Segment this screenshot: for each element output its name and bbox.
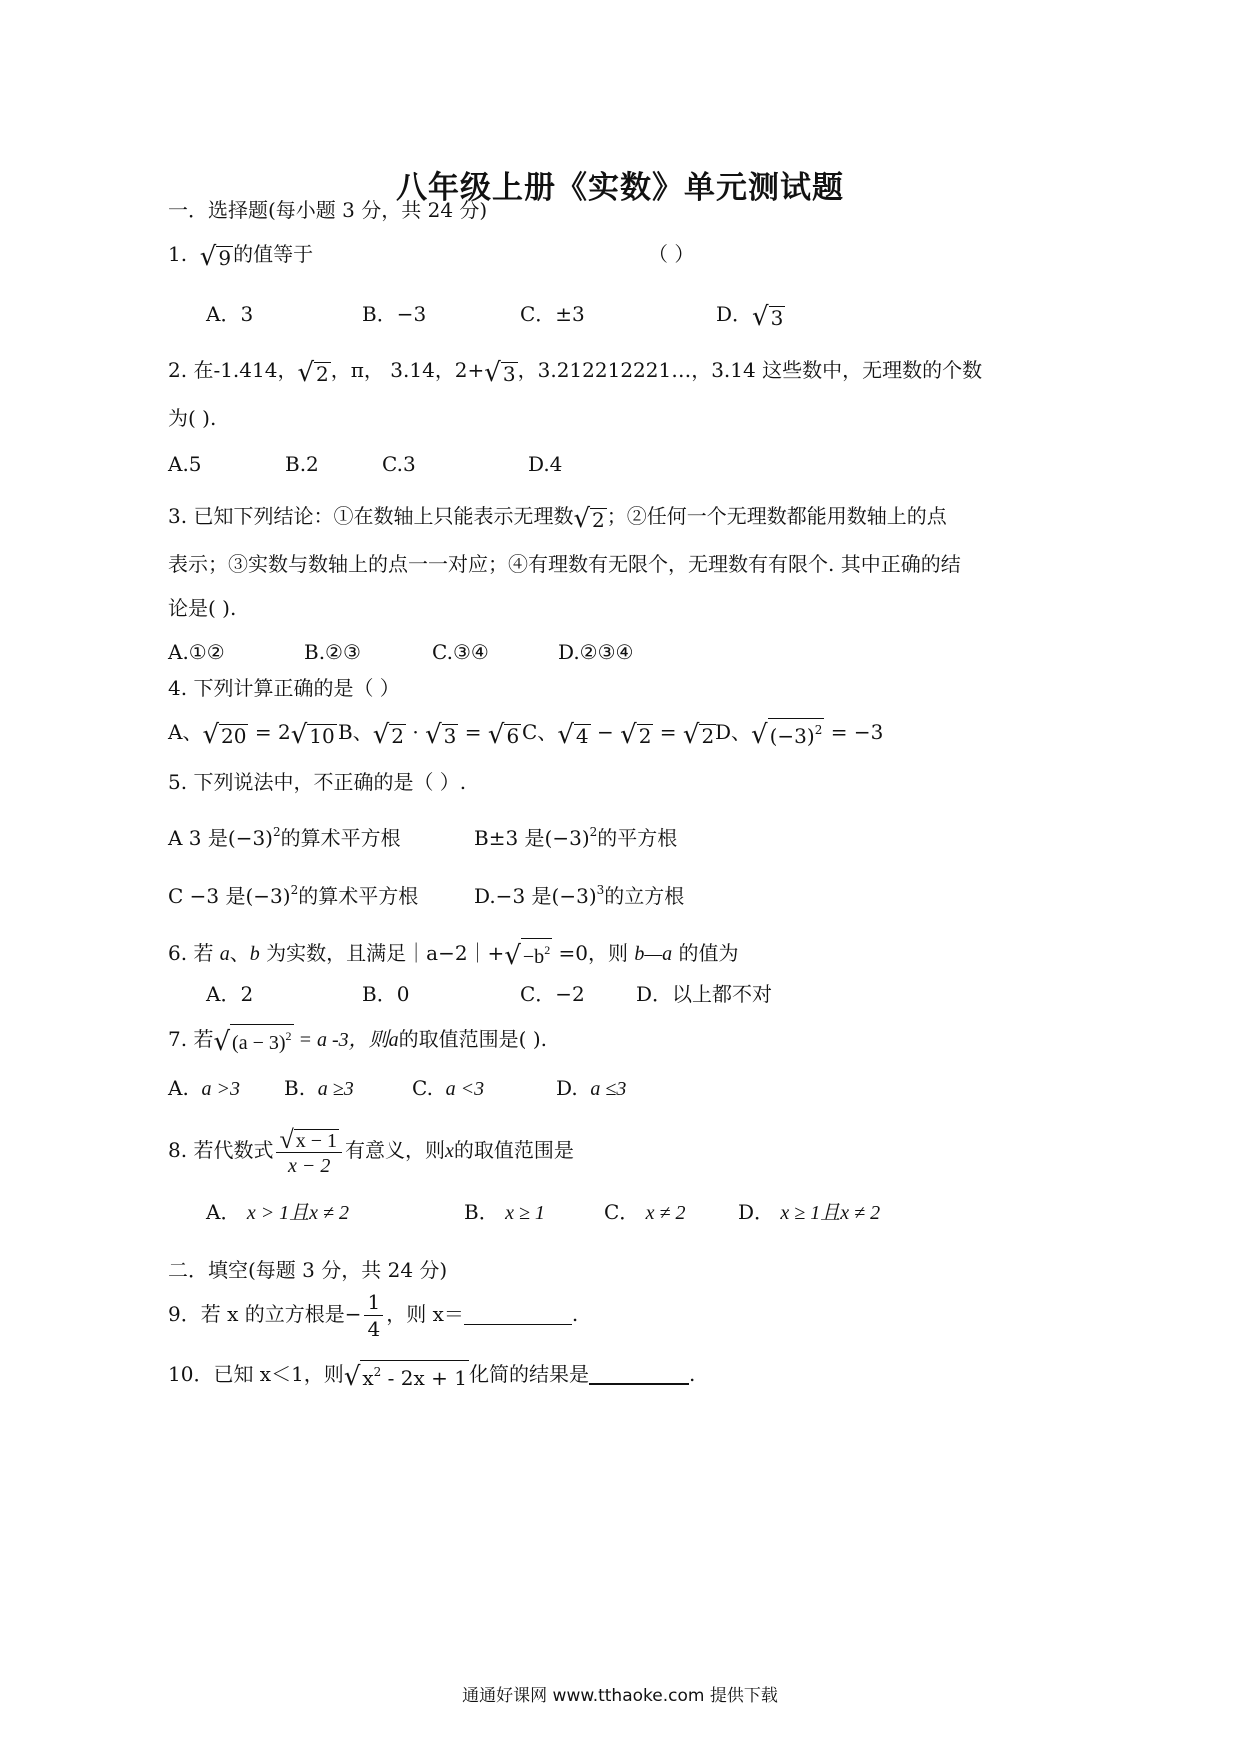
q7-option-d: D. a ≤3 xyxy=(556,1076,627,1100)
question-3-line-1: 3. 已知下列结论：①在数轴上只能表示无理数 √ 2 ；②任何一个无理数都能用数轴上的点 xyxy=(168,504,947,534)
q1-option-a: A．3 xyxy=(206,302,254,326)
q8-option-a: A． x > 1且x ≠ 2 xyxy=(206,1200,350,1224)
fraction: $\frac{1}{4}$ xyxy=(364,1289,383,1342)
q5-option-c: C −3 是$(-3)^2$的算术平方根 xyxy=(168,883,419,908)
question-2-line-1: 2. 在-1.414， √ 2 ，π， 3.14，2+ √ 3 ，3.212212221…，3.14 这些数中，无理数的个数 xyxy=(168,358,983,388)
q7-option-b: B. a ≥3 xyxy=(284,1076,354,1100)
q1-option-b: B．−3 xyxy=(362,302,427,326)
footer-credit: 通通好课网 www.tthaoke.com 提供下载 xyxy=(462,1686,778,1706)
question-4-stem: 4. 下列计算正确的是（ ） xyxy=(168,676,400,700)
q3-option-a: A.①② xyxy=(168,640,225,664)
q2-option-a: A.5 xyxy=(168,452,202,476)
question-3-line-3: 论是( ). xyxy=(168,596,237,620)
q5-option-a: A 3 是$(-3)^2$的算术平方根 xyxy=(168,825,401,850)
question-5-stem: 5. 下列说法中，不正确的是（ ）. xyxy=(168,770,467,794)
q1-option-d: D． √ 3 xyxy=(716,302,784,332)
section-heading-fill-in: 二．填空(每题 3 分，共 24 分) xyxy=(168,1258,448,1282)
q6-option-d: D．以上都不对 xyxy=(636,982,773,1006)
q5-option-b: B±3 是$(-3)^2$的平方根 xyxy=(474,825,678,850)
q6-option-c: C．−2 xyxy=(520,982,585,1006)
question-1-stem: 1. √ 9 的值等于 xyxy=(168,242,314,272)
q4-option-c: C、 √ 4 − √ 2 = √ 2 xyxy=(522,720,715,750)
q5-option-d: D.−3 是$(-3)^3$的立方根 xyxy=(474,883,685,908)
q4-option-a: A、 √ 20 = 2 √ 10 xyxy=(168,720,335,750)
q2-option-b: B.2 xyxy=(285,452,319,476)
question-2-line-2: 为( ). xyxy=(168,406,217,430)
question-6-stem: 6. 若 a、b 为实数，且满足｜a−2｜+ √ $-b^2$ =0，则 b—a 的值为 xyxy=(168,938,739,968)
q3-option-d: D.②③④ xyxy=(558,640,634,664)
answer-blank[interactable] xyxy=(589,1363,689,1385)
q7-option-a: A. a >3 xyxy=(168,1076,241,1100)
question-9-stem: 9．若 x 的立方根是− $\frac{1}{4}$ ，则 x＝ . xyxy=(168,1290,579,1341)
q6-option-a: A．2 xyxy=(206,982,254,1006)
q1-option-c: C．±3 xyxy=(520,302,585,326)
q7-option-c: C. a <3 xyxy=(412,1076,485,1100)
section-heading-choice: 一．选择题(每小题 3 分，共 24 分) xyxy=(168,198,488,222)
answer-blank[interactable] xyxy=(464,1304,572,1325)
fraction: √ x − 1 x − 2 xyxy=(276,1125,342,1179)
question-3-line-2: 表示；③实数与数轴上的点一一对应；④有理数有无限个，无理数有有限个. 其中正确的结 xyxy=(168,552,961,576)
sqrt-symbol: √ 9 xyxy=(199,242,232,272)
question-10-stem: 10．已知 x＜1，则 √ $x^2 - 2x + 1$ 化简的结果是 . xyxy=(168,1362,696,1392)
q2-option-d: D.4 xyxy=(528,452,563,476)
q3-option-c: C.③④ xyxy=(432,640,489,664)
q4-option-d: D、 √ $(-3)^2$ = −3 xyxy=(715,720,884,750)
question-8-stem: 8. 若代数式 √ x − 1 x − 2 有意义，则x的取值范围是 xyxy=(168,1124,574,1177)
q4-option-b: B、 √ 2 · √ 3 = √ 6 xyxy=(338,720,520,750)
q8-option-c: C． x ≠ 2 xyxy=(604,1200,686,1224)
q8-option-b: B． x ≥ 1 xyxy=(464,1200,545,1224)
page-title: 八年级上册《实数》单元测试题 xyxy=(396,170,844,206)
q2-option-c: C.3 xyxy=(382,452,416,476)
q8-option-d: D． x ≥ 1且x ≠ 2 xyxy=(738,1200,881,1224)
answer-paren: （ ） xyxy=(648,242,695,266)
q6-option-b: B．0 xyxy=(362,982,410,1006)
q3-option-b: B.②③ xyxy=(304,640,361,664)
question-7-stem: 7. 若 √ $(a - 3)^2$ = a -3，则a的取值范围是( ). xyxy=(168,1024,547,1054)
